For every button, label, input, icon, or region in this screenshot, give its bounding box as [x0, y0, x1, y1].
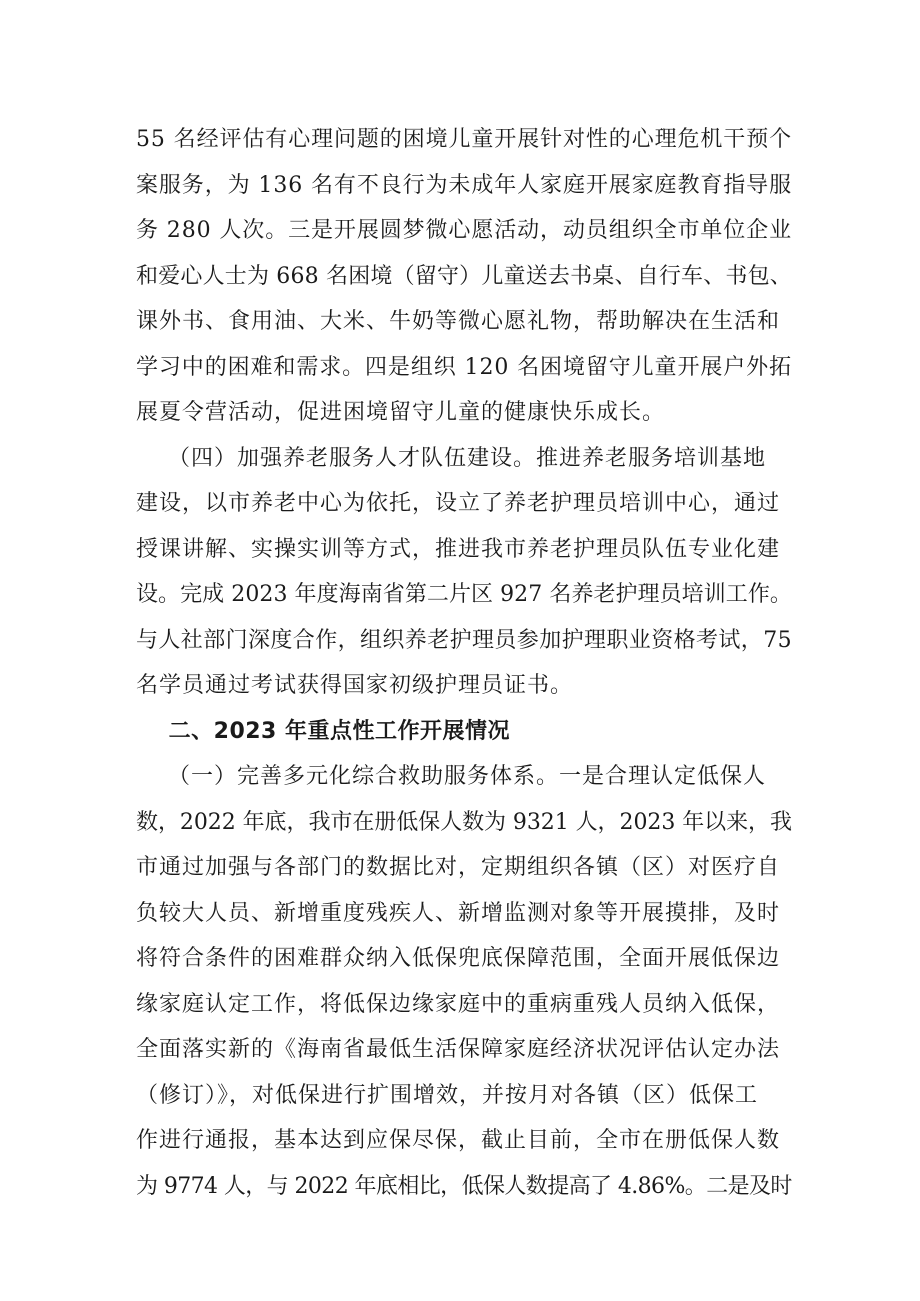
text-line: 55 名经评估有心理问题的困境儿童开展针对性的心理危机干预个 [136, 127, 792, 152]
text-line: 全面落实新的《海南省最低生活保障家庭经济状况评估认定办法 [136, 1037, 781, 1062]
paragraph-elderly-care-talent [136, 436, 792, 709]
paragraph-social-assistance [136, 754, 792, 1209]
text-line: 建设，以市养老中心为依托，设立了养老护理员培训中心，通过 [136, 491, 781, 516]
section-heading [136, 709, 792, 755]
text-line: 课外书、食用油、大米、牛奶等微心愿礼物，帮助解决在生活和 [136, 309, 781, 334]
text-line: 务 280 人次。三是开展圆梦微心愿活动，动员组织全市单位企业 [136, 218, 792, 243]
text-line: （修订）》，对低保进行扩围增效，并按月对各镇（区）低保工 [136, 1082, 759, 1108]
text-line: 学习中的困难和需求。四是组织 120 名困境留守儿童开展户外拓 [136, 354, 792, 380]
document-body [136, 117, 792, 1209]
text-line: 作进行通报，基本达到应保尽保，截止目前，全市在册低保人数 [136, 1128, 781, 1153]
text-line: 市通过加强与各部门的数据比对，定期组织各镇（区）对医疗自 [136, 855, 781, 880]
heading-line: 二、2023 年重点性工作开展情况 [136, 718, 511, 744]
text-line: 缘家庭认定工作，将低保边缘家庭中的重病重残人员纳入低保， [136, 991, 781, 1017]
text-line: 负较大人员、新增重度残疾人、新增监测对象等开展摸排，及时 [136, 900, 781, 926]
text-line: 案服务，为 136 名有不良行为未成年人家庭开展家庭教育指导服 [136, 172, 792, 198]
text-line: 为 9774 人，与 2022 年底相比，低保人数提高了 4.86%。二是及时 [136, 1173, 792, 1199]
text-line: 名学员通过考试获得国家初级护理员证书。 [136, 673, 574, 698]
text-line: 数，2022 年底，我市在册低保人数为 9321 人，2023 年以来，我 [136, 809, 792, 835]
text-line: 与人社部门深度合作，组织养老护理员参加护理职业资格考试，75 [136, 627, 792, 653]
text-line: 授课讲解、实操实训等方式，推进我市养老护理员队伍专业化建 [136, 536, 781, 562]
text-line: 设。完成 2023 年度海南省第二片区 927 名养老护理员培训工作。 [136, 582, 792, 607]
text-line: （一）完善多元化综合救助服务体系。一是合理认定低保人 [136, 764, 766, 789]
text-line: 将符合条件的困难群众纳入低保兜底保障范围，全面开展低保边 [136, 946, 781, 971]
text-line: （四）加强养老服务人才队伍建设。推进养老服务培训基地 [136, 445, 766, 471]
paragraph-children-services [136, 117, 792, 436]
text-line: 和爱心人士为 668 名困境（留守）儿童送去书桌、自行车、书包、 [136, 263, 792, 289]
text-line: 展夏令营活动，促进困境留守儿童的健康快乐成长。 [136, 400, 666, 425]
